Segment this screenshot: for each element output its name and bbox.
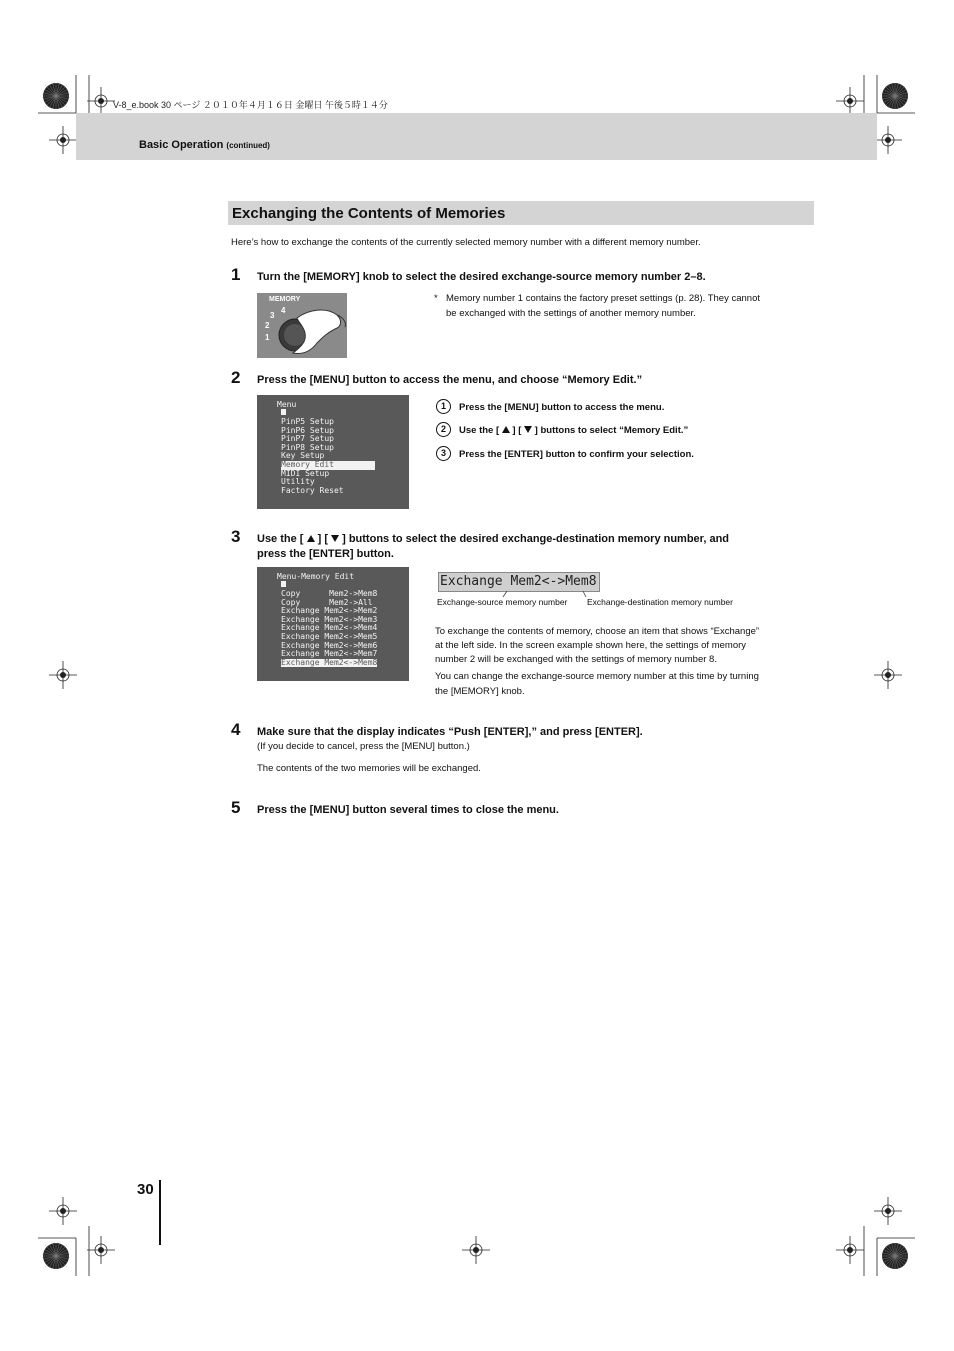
note-asterisk: * <box>434 293 438 304</box>
step-3-pre: Use the [ <box>257 533 304 545</box>
display-closeup-text: Exchange Mem2<->Mem8 <box>440 574 597 589</box>
substep-2-text <box>459 425 688 436</box>
para-line: at the left side. In the screen example shown here, the settings of memory <box>435 640 747 651</box>
knob-number-3: 3 <box>270 311 275 320</box>
lcd-item: Exchange Mem2<->Mem7 <box>281 649 378 659</box>
step-4-number: 4 <box>231 720 241 739</box>
intro-text: Here’s how to exchange the contents of the currently selected memory number with a different memory number. <box>231 237 701 248</box>
lcd-arrow-icon <box>281 581 286 587</box>
lcd-item: Factory Reset <box>281 485 344 495</box>
page-number-rule <box>159 1180 161 1245</box>
lcd-item: MIDI Setup <box>281 468 330 478</box>
step-3-post: ] buttons to select the desired exchange-destination memory number, and <box>342 533 730 545</box>
lcd-item-selected: Exchange Mem2<->Mem8 <box>281 657 378 667</box>
running-header <box>139 139 270 151</box>
up-arrow-icon <box>307 535 315 542</box>
lcd-item: Exchange Mem2<->Mem6 <box>281 640 378 650</box>
step-5-text: Press the [MENU] button several times to close the menu. <box>257 804 559 816</box>
substep-1-badge: 1 <box>436 399 451 414</box>
substep-3-text: Press the [ENTER] button to confirm your selection. <box>459 449 694 460</box>
step-2-text: Press the [MENU] button to access the menu, and choose “Memory Edit.” <box>257 374 643 386</box>
lcd-item: PinP8 Setup <box>281 442 334 452</box>
lcd-item: Exchange Mem2<->Mem3 <box>281 614 378 624</box>
lcd-title: Menu <box>277 400 297 409</box>
knob-hand-icon <box>257 293 347 358</box>
down-arrow-icon <box>331 535 339 542</box>
substep-1-text: Press the [MENU] button to access the menu. <box>459 402 665 413</box>
knob-label: MEMORY <box>269 296 301 303</box>
lcd-item: PinP6 Setup <box>281 425 334 435</box>
substep-2-pre: Use the [ <box>459 425 500 436</box>
section-heading: Exchanging the Contents of Memories <box>232 205 506 222</box>
lcd-item: Key Setup <box>281 451 325 461</box>
label-exchange-destination: Exchange-destination memory number <box>587 597 733 607</box>
memory-edit-lcd-screen <box>257 567 409 681</box>
header-band <box>76 113 877 160</box>
lcd-item: PinP7 Setup <box>281 434 334 444</box>
lcd-item: Utility <box>281 477 315 487</box>
note-line-2: be exchanged with the settings of another memory number. <box>446 308 696 319</box>
page-number: 30 <box>137 1181 154 1198</box>
up-arrow-icon <box>502 426 510 433</box>
down-arrow-icon <box>524 426 532 433</box>
print-slug: V-8_e.book 30 ページ ２０１０年４月１６日 金曜日 午後５時１４分 <box>113 100 388 110</box>
step-1-text: Turn the [MEMORY] knob to select the desired exchange-source memory number 2–8. <box>257 271 706 283</box>
running-header-continued: (continued) <box>226 141 270 150</box>
label-exchange-source: Exchange-source memory number <box>437 597 568 607</box>
step-3-mid: ] [ <box>317 533 328 545</box>
lcd-arrow-icon <box>281 409 286 415</box>
para-line: You can change the exchange-source memory number at this time by turning <box>435 671 759 682</box>
para-line: number 2 will be exchanged with the settings of memory number 8. <box>435 654 717 665</box>
display-closeup <box>438 572 600 592</box>
substep-2-mid: ] [ <box>512 425 522 436</box>
lcd-item-selected: Memory Edit <box>281 461 375 470</box>
note-line-1: Memory number 1 contains the factory preset settings (p. 28). They cannot <box>446 293 761 304</box>
running-header-section: Basic Operation <box>139 139 224 151</box>
para-line: To exchange the contents of memory, choose an item that shows “Exchange” <box>435 626 760 637</box>
substep-2-badge: 2 <box>436 422 451 437</box>
menu-lcd-screen <box>257 395 409 509</box>
step-4-note: (If you decide to cancel, press the [MENU] button.) <box>257 741 470 752</box>
step-4-result: The contents of the two memories will be exchanged. <box>257 763 481 774</box>
lcd-item: Copy Mem2->Mem8 <box>281 589 378 598</box>
lcd-item: Exchange Mem2<->Mem2 <box>281 606 378 616</box>
knob-number-2: 2 <box>265 321 270 330</box>
step-5-number: 5 <box>231 798 241 817</box>
lcd-title: Menu-Memory Edit <box>277 572 355 581</box>
step-2-number: 2 <box>231 368 241 387</box>
lcd-item: Exchange Mem2<->Mem5 <box>281 632 378 641</box>
lcd-item: Copy Mem2->All <box>281 597 373 607</box>
section-heading-band <box>228 201 814 225</box>
step-3-line-2: press the [ENTER] button. <box>257 548 394 560</box>
para-line: the [MEMORY] knob. <box>435 686 525 697</box>
substep-3-badge: 3 <box>436 446 451 461</box>
step-3-text <box>257 532 729 547</box>
knob-number-4: 4 <box>281 306 286 315</box>
lcd-item: Exchange Mem2<->Mem4 <box>281 623 378 633</box>
step-4-text: Make sure that the display indicates “Push [ENTER],” and press [ENTER]. <box>257 726 643 738</box>
step-3-number: 3 <box>231 527 241 546</box>
knob-number-1: 1 <box>265 333 270 342</box>
substep-2-post: ] buttons to select “Memory Edit.” <box>534 425 689 436</box>
lcd-item: PinP5 Setup <box>281 417 334 426</box>
step-1-number: 1 <box>231 265 241 284</box>
memory-knob-image <box>257 293 347 358</box>
